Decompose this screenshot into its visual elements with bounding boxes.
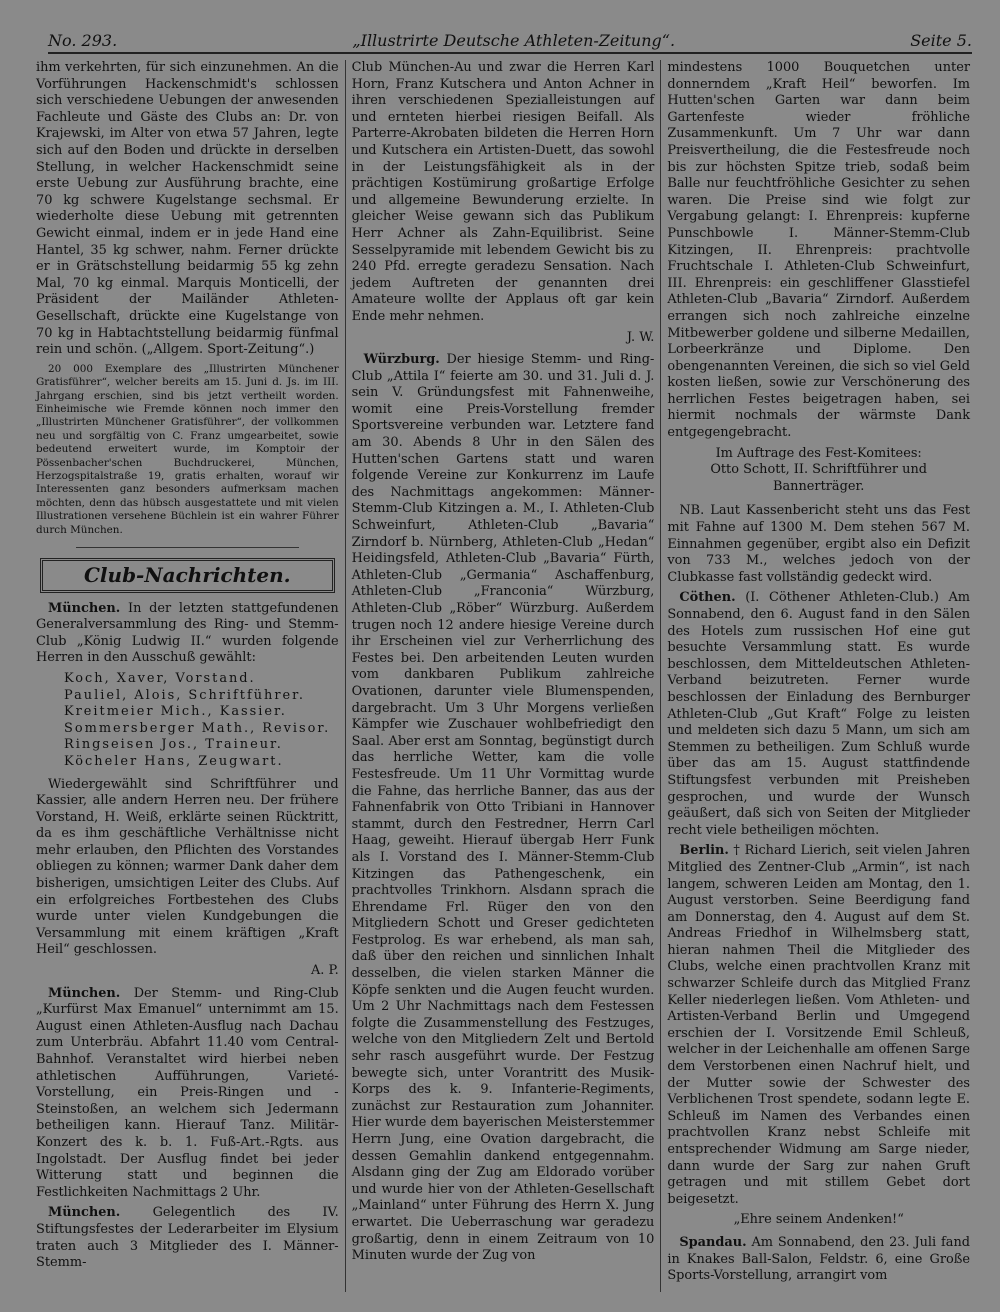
gratisfuehrer-notice: 20 000 Exemplare des „Illustrirten Münchener Gratisführer“, welcher bereits am 15. Juni d. Js. im III. Jahrgang erschien, sind bis jetzt vertheilt worden. Einheimische wie Fremde können noch immer den „Illustrirten Münchener Gratisführer“, der vollkommen neu und sorgfältig von C. Franz umgearbeitet, sowie bedeutend erweitert wurde, im Komptoir der Pössenbacher'schen Buchdruckerei, München, Herzogspitalstraße 19, gratis erhalten, worauf wir Interessenten ganz besonders aufmerksam machen möchten, denn das hübsch ausgestattete und mit vielen Illustrationen versehene Büchlein ist ein wahrer Führer durch München. [36,362,339,536]
news-text: Gelegentlich des IV. Stiftungsfestes der Lederarbeiter im Elysium traten auch 3 Mitglieder des I. Männer-Stemm- [36,1205,339,1271]
news-muenchen-1-cont: Wiedergewählt sind Schriftführer und Kassier, alle andern Herren neu. Der frühere Vorstand, H. Weiß, erklärte seinen Rücktritt, da es ihm geschäftliche Verhältnisse nicht mehr erlauben, den Pflichten des Vorstandes obliegen zu können; warmer Dank daher dem bisherigen, umsichtigen Leiter des Clubs. Auf ein erfolgreiches Fortbestehen des Clubs wurde unter vielen Kundgebungen die Versammlung mit einem kräftigen „Kraft Heil“ geschlossen. [36,776,339,958]
city-lead: Berlin. [679,843,729,859]
member-list [64,671,339,771]
news-text: Der hiesige Stemm- und Ring-Club „Attila I“ feierte am 30. und 31. Juli d. J. sein V. Gründungsfest mit Fahnenweihe, womit eine Preis-Vorstellung fremder Sportsvereine verbunden war. Letztere fand am 30. Abends 8 Uhr in den Sälen des Hutten'schen Gartens statt und waren folgende Vereine zur Konkurrenz im Laufe des Nachmittags angekommen: Männer-Stemm-Club Kitzingen a. M., I. Athleten-Club Schweinfurt, Athleten-Club „Bavaria“ Zirndorf b. Nürnberg, Athleten-Club „Hedan“ Heidingsfeld, Athleten-Club „Bavaria“ Fürth, Athleten-Club „Germania“ Aschaffenburg, Athleten-Club „Franconia“ Würzburg, Athleten-Club „Röber“ Würzburg. Außerdem trugen noch 12 andere hiesige Vereine durch ihr Erscheinen viel zur Verherrlichung des Festes bei. Den arbeitenden Leuten wurden vom dankbaren Publikum zahlreiche Ovationen, darunter viele Blumenspenden, dargebracht. Um 3 Uhr Morgens verließen Kämpfer wie Zuschauer wohlbefriedigt den Saal. Aber erst am Sonntag, begünstigt durch das herrliche Wetter, kam die volle Festesfreude. Um 11 Uhr Vormittag wurde die Fahne, das herrliche Banner, das aus der Fahnenfabrik von Otto Tribiani in Hannover stammt, durch den Festredner, Herrn Carl Haag, geweiht. Hierauf übergab Herr Funk als I. Vorstand des I. Männer-Stemm-Club Kitzingen das Pathengeschenk, ein prachtvolles Trinkhorn. Alsdann sprach die Ehrendame Frl. Rüger den von den Mitgliedern Schott und Greser gedichteten Festprolog. Es war erhebend, als man sah, daß über den reichen und sinnlichen Inhalt desselben, die vielen starken Männer die Köpfe senkten und die Augen feucht wurden. Um 2 Uhr Nachmittags nach dem Festessen folgte die Zusammenstellung des Festzuges, welche von den Mitgliedern Zelt und Bertold sehr rasch ausgeführt wurde. Der Festzug bewegte sich, unter Vorantritt des Musik-Korps des k. 9. Infanterie-Regiments, zunächst zur Restauration zum Johanniter. Hier wurde dem bayerischen Meisterstemmer Herrn Jung, eine Ovation dargebracht, die dessen Gemahlin dankend entgegennahm. Alsdann ging der Zug am Eldorado vorüber und wurde hier von der Athleten-Gesellschaft „Mainland“ unter Führung des Herrn X. Jung erwartet. Die Ueberraschung war geradezu großartig, denn in einem Zeitraum von 10 Minuten wurde der Zug von [351,352,655,1264]
committee-line: Im Auftrage des Fest-Komitees: [715,445,922,461]
committee-signature: Otto Schott, II. Schriftführer und Bannerträger. [710,462,928,494]
nb-note: NB. Laut Kassenbericht steht uns das Fest mit Fahne auf 1300 M. Dem stehen 567 M. Einnahmen gegenüber, ergibt also ein Defizit von 733 M., welches jedoch von der Clubkasse fast vollständig gedeckt wird. [667,503,971,585]
news-muenchen-2 [36,986,339,1202]
member-item: Sommersberger Math., Revisor. [64,720,331,736]
news-text: Der Stemm- und Ring-Club „Kurfürst Max Emanuel“ unternimmt am 15. August einen Athleten-Ausflug nach Dachau zum Unterbräu. Abfahrt 11.40 vom Central-Bahnhof. Veranstaltet wird hierbei neben athletischen Aufführungen, Varieté-Vorstellung, ein Preis-Ringen und -Steinstoßen, an welchem sich Jedermann betheiligen kann. Hierauf Tanz. Militär-Konzert des k. b. 1. Fuß-Art.-Rgts. aus Ingolstadt. Der Ausflug findet bei jeder Witterung statt und beginnen die Festlichkeiten Nachmittags 2 Uhr. [36,985,339,1200]
city-lead: Cöthen. [679,590,736,606]
signature: A. P. [311,963,339,979]
page-label: Seite 5. [910,30,972,50]
club-news-heading: Club-Nachrichten. [40,558,335,593]
member-item: Kreitmeier Mich., Kassier. [64,704,287,720]
article-continued: ihm verkehrten, für sich einzunehmen. An die Vorführungen Hackenschmidt's schlossen sich verschiedene Uebungen der anwesenden Fachleute und Gäste des Clubs an: Dr. von Krajewski, im Alter von etwa 57 Jahren, legte sich auf den Boden und drückte in derselben Stellung, in welcher Hackenschmidt seine erste Uebung zur Ausführung brachte, eine 70 kg schwere Kugelstange sechsmal. Er wiederholte diese Uebung mit getrennten Gewicht einmal, indem er in jede Hand eine Hantel, 35 kg schwer, nahm. Ferner drückte er in Grätschstellung beidarmig 55 kg zehn Mal, 70 kg einmal. Marquis Monticelli, der Präsident der Mailänder Athleten-Gesellschaft, drückte eine Kugelstange von 70 kg in Habtachtstellung beidarmig fünfmal rein und schön. („Allgem. Sport-Zeitung“.) [36,60,339,358]
news-text: Am Sonnabend, den 23. Juli fand in Knakes Ball-Salon, Feldstr. 6, eine Große Sports-Vorstellung, arrangirt vom [667,1234,971,1284]
news-berlin [667,843,970,1208]
news-muenchen-3 [36,1205,339,1271]
column-2 [345,60,661,1292]
member-item: Ringseisen Jos., Traineur. [64,737,283,753]
member-item: Köcheler Hans, Zeugwart. [64,753,284,769]
newspaper-title: „Illustrirte Deutsche Athleten-Zeitung“. [352,30,676,50]
news-spandau [667,1235,970,1285]
article-continued: Club München-Au und zwar die Herren Karl Horn, Franz Kutschera und Anton Achner in ihren verschiedenen Spezialleistungen auf und ernteten hierbei riesigen Beifall. Als Parterre-Akrobaten bildeten die Herren Horn und Kutschera ein Artisten-Duett, das sowohl in der Leistungsfähigkeit als in der prächtigen Kostümirung großartige Erfolge und allgemeine Bewunderung erzielte. In gleicher Weise gewann sich das Publikum Herr Achner als Zahn-Equilibrist. Seine Sesselpyramide mit lebendem Gewicht bis zu 240 Pfd. erregte geradezu Sensation. Nach jedem Auftreten der genannten drei Amateure wollte der Applaus oft gar kein Ende mehr nehmen. [351,60,655,324]
column-3 [660,60,976,1292]
columns [30,60,976,1292]
city-lead: München. [48,985,121,1001]
city-lead: München. [48,600,121,616]
city-lead: München. [48,1205,121,1221]
section-divider [76,547,299,548]
page-header [48,28,972,54]
news-text: (I. Cöthener Athleten-Club.) Am Sonnabend, den 6. August fand in den Sälen des Hotels zum russischen Hof eine gut besuchte Versammlung statt. Es wurde beschlossen, dem Mitteldeutschen Athleten-Verband beizutreten. Ferner wurde beschlossen der Einladung des Bernburger Athleten-Club „Gut Kraft“ Folge zu leisten und meldeten sich dazu 5 Mann, um sich am Stemmen zu betheiligen. Zum Schluß wurde über das am 15. August stattfindende Stiftungsfest verbunden mit Preisheben gesprochen, und wurde der Wunsch geäußert, daß sich von Seiten der Mitglieder recht viele betheiligen möchten. [667,590,971,838]
city-lead: Spandau. [679,1234,747,1250]
memorial-line: „Ehre seinem Andenken!“ [733,1212,904,1228]
signature: J. W. [626,329,655,345]
news-text: † Richard Lierich, seit vielen Jahren Mitglied des Zentner-Club „Armin“, ist nach langem, schweren Leiden am Montag, den 1. August verstorben. Seine Beerdigung fand am Donnerstag, den 4. August auf dem St. Andreas Friedhof in Wilhelmsberg statt, hieran nahmen Theil die Mitglieder des Clubs, welche einen prachtvollen Kranz mit schwarzer Schleife durch das Mitglied Franz Keller niederlegen ließen. Vom Athleten- und Artisten-Verband Berlin und Umgegend erschien der I. Vorsitzende Emil Schleuß, welcher in der Leichenhalle am offenen Sarge dem Verstorbenen einen Nachruf hielt, und der Mutter sowie der Schwester des Verblichenen Trost spendete, sodann legte E. Schleuß im Namen des Verbandes einen prachtvollen Kranz nebst Schleife mit entsprechender Widmung am Sarge nieder, dann wurde der Sarg zur nahen Gruft getragen und mit stillem Gebet dort beigesetzt. [667,843,971,1207]
member-item: Koch, Xaver, Vorstand. [64,670,256,686]
news-wuerzburg [352,352,655,1265]
member-item: Pauliel, Alois, Schriftführer. [64,687,305,703]
column-1 [30,60,345,1292]
city-lead: Würzburg. [363,352,440,368]
news-coethen [667,590,970,839]
news-text: In der letzten stattgefundenen Generalversammlung des Ring- und Stemm-Club „König Ludwig II.“ wurden folgende Herren in den Ausschuß gewählt: [36,600,339,666]
page-number: No. 293. [48,30,118,50]
article-continued: mindestens 1000 Bouquetchen unter donnerndem „Kraft Heil“ beworfen. Im Hutten'schen Garten war dann beim Gartenfeste wieder fröhliche Zusammenkunft. Um 7 Uhr war dann Preisvertheilung, die die Festesfreude noch bis zur höchsten Spitze trieb, sodaß beim Balle nur feuchtfröhliche Gesichter zu sehen waren. Die Preise sind wie folgt zur Vergabung gelangt: I. Ehrenpreis: kupferne Punschbowle I. Männer-Stemm-Club Kitzingen, II. Ehrenpreis: prachtvolle Fruchtschale I. Athleten-Club Schweinfurt, III. Ehrenpreis: ein geschliffener Glasstiefel Athleten-Club „Bavaria“ Zirndorf. Außerdem errangen sich noch zahlreiche einzelne Mitbewerber goldene und silberne Medaillen, Lorbeerkränze und Diplome. Den obengenannten Vereinen, die sich so viel Geld kosten ließen, sowie zur Verschönerung des herrlichen Festes beigetragen haben, sei hiermit nochmals der wärmste Dank entgegengebracht. [667,60,971,441]
news-muenchen-1 [36,601,339,667]
